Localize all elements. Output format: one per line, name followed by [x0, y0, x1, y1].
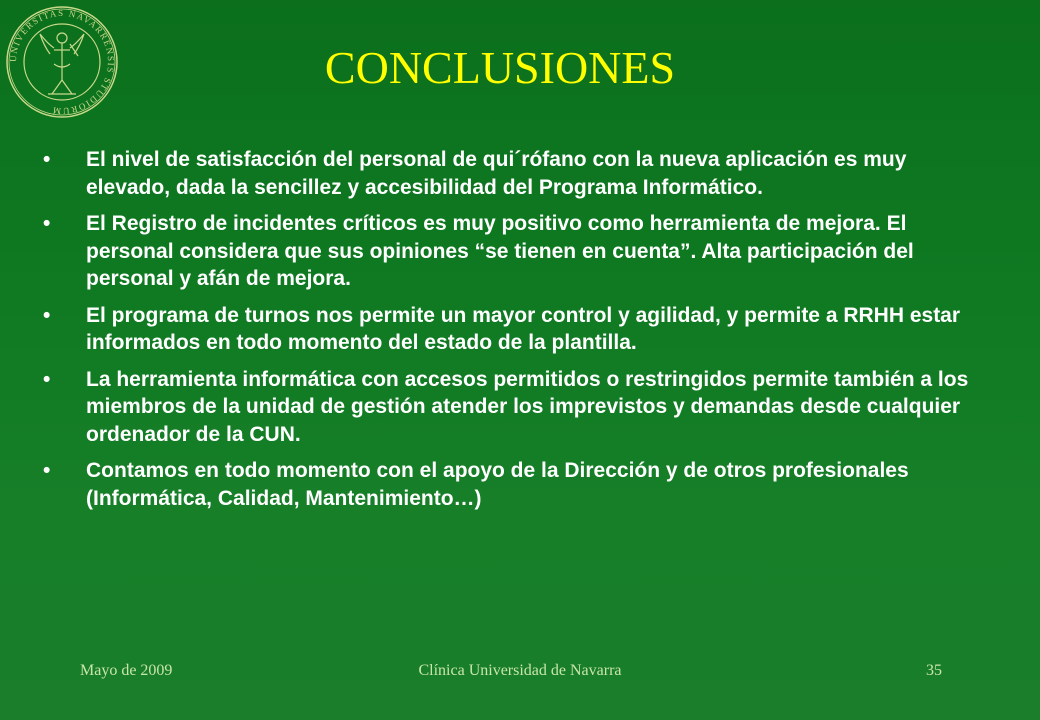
bullet-item: [40, 146, 970, 201]
slide-title: CONCLUSIONES: [324, 42, 676, 93]
footer-organization: Clínica Universidad de Navarra: [418, 662, 622, 679]
bullet-marker: •: [43, 367, 51, 391]
bullet-item: [40, 210, 970, 293]
bullet-text: El programa de turnos nos permite un mayor control y agilidad, y permite a RRHH estar informados en todo momento del estado de la plantilla.: [86, 303, 961, 354]
bullet-item: [40, 302, 970, 357]
bullet-marker: •: [43, 148, 51, 171]
bullet-marker: •: [43, 303, 51, 327]
bullet-text: El nivel de satisfacción del personal de qui´rófano con la nueva aplicación es muy elevado, dada la sencillez y accesibilidad del Programa Informático.: [86, 148, 907, 199]
bullet-marker: •: [43, 212, 51, 235]
bullet-list: [40, 146, 970, 521]
bullet-marker: •: [43, 459, 51, 482]
footer-page-number: 35: [926, 662, 942, 679]
footer-date: Mayo de 2009: [80, 662, 173, 679]
bullet-item: [40, 457, 970, 512]
bullet-text: La herramienta informática con accesos permitidos o restringidos permite también a los miembros de la unidad de gestión atender los imprevistos y demandas desde cualquier ordenador de la CUN.: [86, 367, 969, 446]
bullet-text: El Registro de incidentes críticos es muy positivo como herramienta de mejora. El personal considera que sus opiniones “se tienen en cuenta”. Alta participación del personal y afán de mejora.: [86, 212, 914, 290]
bullet-item: [40, 366, 970, 449]
svg-text:UNIVERSITAS NAVARRENSIS STUDIO: UNIVERSITAS NAVARRENSIS STUDIORUM: [7, 7, 117, 117]
bullet-text: Contamos en todo momento con el apoyo de la Dirección y de otros profesionales (Informática, Calidad, Mantenimiento…): [86, 459, 909, 510]
